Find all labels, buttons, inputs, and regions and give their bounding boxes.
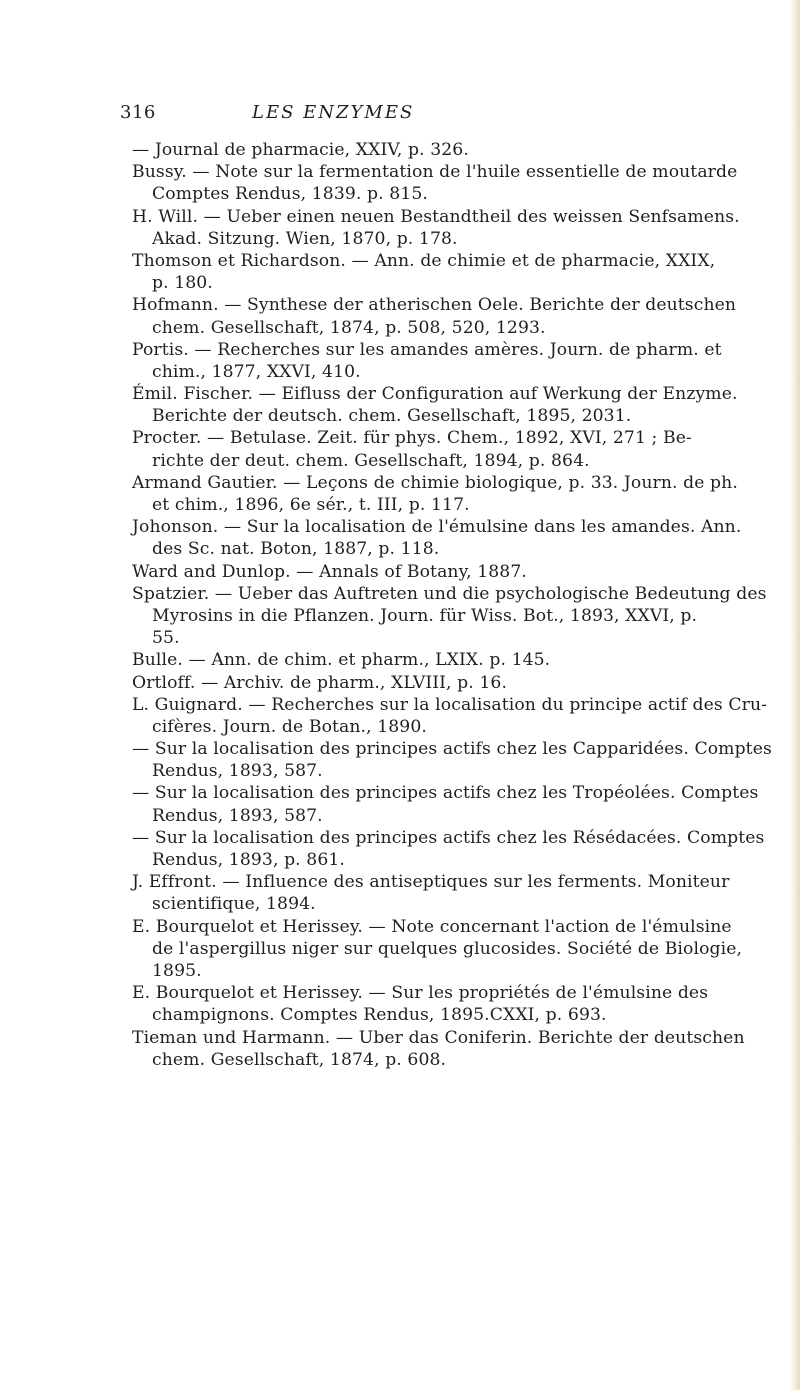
bibliography-line: de l'aspergillus niger sur quelques glucosides. Société de Biologie,: [152, 938, 743, 959]
bibliography-line: L. Guignard. — Recherches sur la localisation du principe actif des Cru-: [132, 694, 768, 715]
bibliography-line: Johonson. — Sur la localisation de l'émulsine dans les amandes. Ann.: [132, 517, 742, 538]
bibliography-line: — Sur la localisation des principes actifs chez les Capparidées. Comptes: [132, 739, 772, 760]
bibliography-line: Tieman und Harmann. — Uber das Coniferin. Berichte der deutschen: [132, 1027, 745, 1048]
bibliography-line: Spatzier. — Ueber das Auftreten und die psychologische Bedeutung des: [132, 583, 767, 604]
bibliography-line: p. 180.: [152, 273, 213, 294]
bibliography-line: chem. Gesellschaft, 1874, p. 608.: [152, 1049, 447, 1070]
bibliography-line: J. Effront. — Influence des antiseptiques sur les ferments. Moniteur: [132, 872, 730, 893]
bibliography-line: Rendus, 1893, 587.: [152, 761, 323, 782]
bibliography-line: Ortloff. — Archiv. de pharm., XLVIII, p. 16.: [132, 672, 508, 693]
bibliography-line: E. Bourquelot et Herissey. — Note concernant l'action de l'émulsine: [132, 916, 732, 937]
bibliography-line: Ward and Dunlop. — Annals of Botany, 1887.: [132, 561, 527, 582]
bibliography-line: cifères. Journ. de Botan., 1890.: [152, 716, 427, 737]
bibliography-line: Berichte der deutsch. chem. Gesellschaft, 1895, 2031.: [152, 406, 632, 427]
bibliography-line: Akad. Sitzung. Wien, 1870, p. 178.: [152, 228, 458, 249]
bibliography-line: — Journal de pharmacie, XXIV, p. 326.: [132, 140, 469, 160]
running-title: LES ENZYMES: [252, 102, 415, 123]
bibliography-line: chem. Gesellschaft, 1874, p. 508, 520, 1293.: [152, 317, 546, 338]
bibliography-text: [132, 139, 782, 1071]
bibliography-line: — Sur la localisation des principes actifs chez les Tropéolées. Comptes: [132, 783, 759, 804]
bibliography-line: Rendus, 1893, p. 861.: [152, 850, 345, 870]
bibliography-line: Bussy. — Note sur la fermentation de l'huile essentielle de moutarde: [132, 162, 738, 183]
bibliography-line: richte der deut. chem. Gesellschaft, 1894, p. 864.: [152, 450, 590, 471]
bibliography-line: — Sur la localisation des principes actifs chez les Résédacées. Comptes: [132, 827, 765, 848]
page-header: [120, 101, 780, 125]
bibliography-line: Comptes Rendus, 1839. p. 815.: [152, 184, 428, 205]
bibliography-line: 55.: [152, 628, 180, 649]
bibliography-line: scientifique, 1894.: [152, 894, 316, 915]
bibliography-line: Procter. — Betulase. Zeit. für phys. Chem., 1892, XVI, 271 ; Be-: [132, 428, 692, 449]
bibliography-line: Armand Gautier. — Leçons de chimie biologique, p. 33. Journ. de ph.: [132, 472, 738, 493]
bibliography-line: Rendus, 1893, 587.: [152, 805, 323, 826]
bibliography-line: des Sc. nat. Boton, 1887, p. 118.: [152, 539, 440, 560]
bibliography-line: 1895.: [152, 960, 202, 981]
bibliography-line: Bulle. — Ann. de chim. et pharm., LXIX. p. 145.: [132, 650, 551, 671]
page-number: 316: [120, 102, 156, 123]
bibliography-line: Myrosins in die Pflanzen. Journ. für Wiss. Bot., 1893, XXVI, p.: [152, 605, 698, 626]
page-edge-tint: [790, 0, 800, 1390]
bibliography-line: E. Bourquelot et Herissey. — Sur les propriétés de l'émulsine des: [132, 983, 709, 1004]
bibliography-line: Portis. — Recherches sur les amandes amères. Journ. de pharm. et: [132, 339, 722, 360]
bibliography-line: champignons. Comptes Rendus, 1895.CXXI, p. 693.: [152, 1005, 607, 1026]
bibliography-line: H. Will. — Ueber einen neuen Bestandtheil des weissen Senfsamens.: [132, 206, 740, 227]
bibliography-line: et chim., 1896, 6e sér., t. III, p. 117.: [152, 495, 470, 515]
bibliography-line: Émil. Fischer. — Eifluss der Configuration auf Werkung der Enzyme.: [132, 384, 738, 405]
bibliography-line: chim., 1877, XXVI, 410.: [152, 361, 361, 382]
bibliography-line: Hofmann. — Synthese der atherischen Oele. Berichte der deutschen: [132, 295, 737, 316]
bibliography-line: Thomson et Richardson. — Ann. de chimie et de pharmacie, XXIX,: [132, 250, 716, 271]
